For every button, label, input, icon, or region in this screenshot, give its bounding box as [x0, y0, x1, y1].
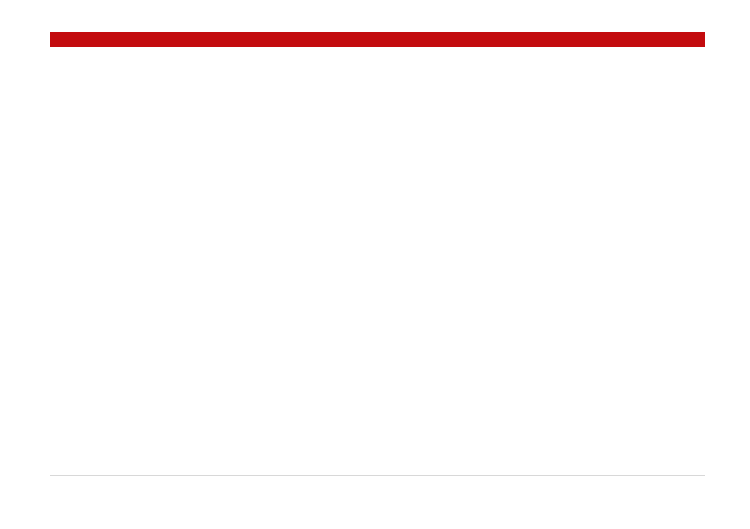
header-bar — [50, 32, 705, 47]
knitting-chart — [40, 75, 670, 365]
knitting-chart-grid — [40, 75, 670, 365]
footer-divider — [50, 475, 705, 476]
